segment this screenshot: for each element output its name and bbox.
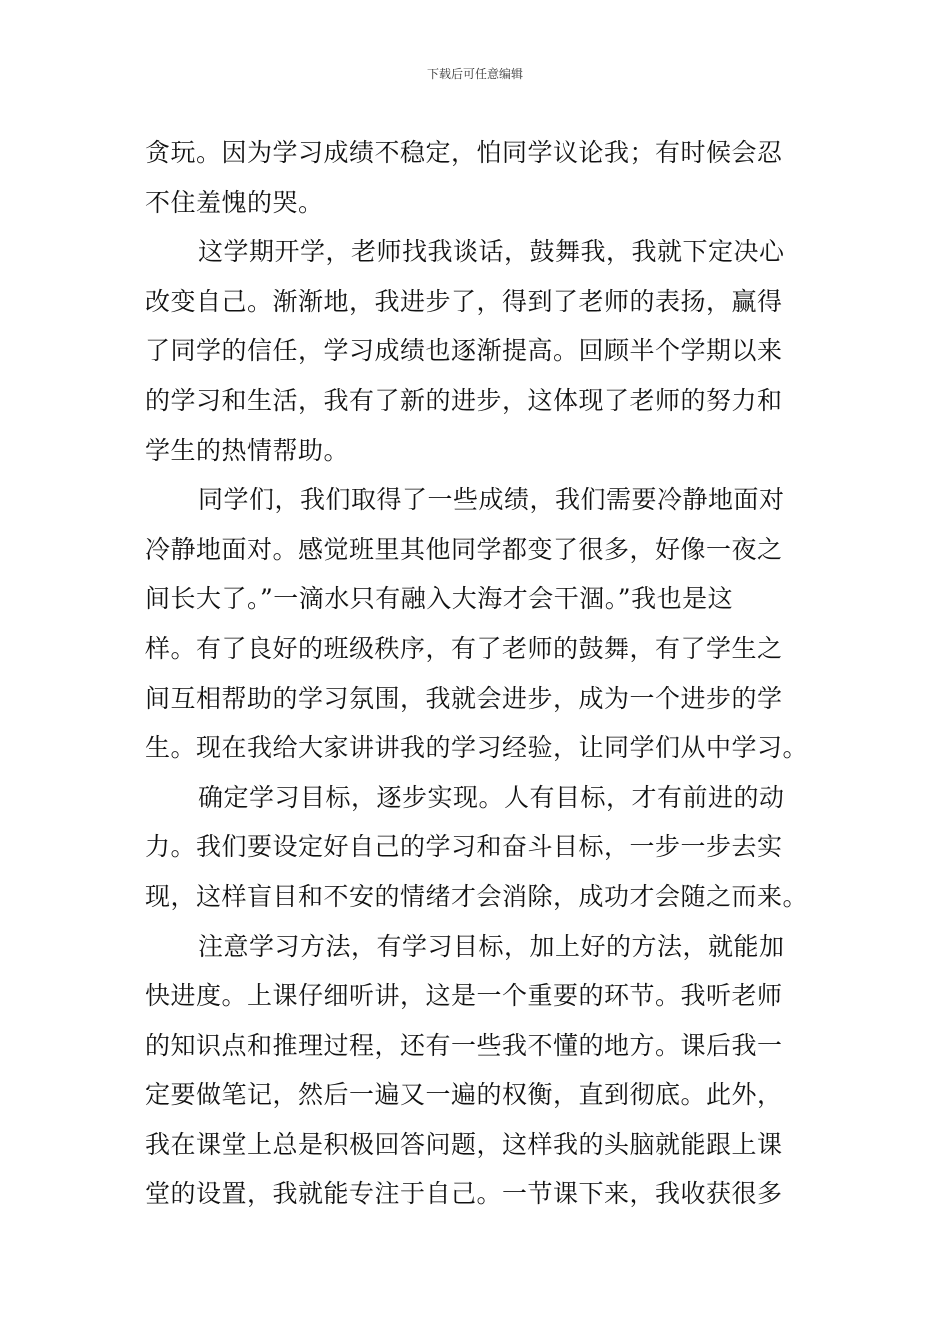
- text-line-4: 改变自己。渐渐地，我进步了，得到了老师的表扬，赢得: [145, 286, 783, 316]
- text-line-18: 快进度。上课仔细听讲，这是一个重要的环节。我听老师: [145, 981, 783, 1011]
- text-line-8: 同学们，我们取得了一些成绩，我们需要冷静地面对: [198, 485, 785, 515]
- text-line-17: 注意学习方法，有学习目标，加上好的方法，就能加: [198, 931, 785, 961]
- text-line-20: 定要做笔记，然后一遍又一遍的权衡，直到彻底。此外，: [145, 1080, 783, 1110]
- text-line-1: 贪玩。因为学习成绩不稳定，怕同学议论我；有时候会忍: [145, 138, 783, 167]
- text-line-16: 现，这样盲目和不安的情绪才会消除，成功才会随之而来。: [145, 881, 809, 911]
- page-header: 下载后可任意编辑: [426, 67, 523, 81]
- document-body: [145, 128, 810, 1219]
- text-line-14: 确定学习目标，逐步实现。人有目标，才有前进的动: [198, 782, 785, 812]
- text-line-5: 了同学的信任，学习成绩也逐渐提高。回顾半个学期以来: [145, 336, 783, 366]
- text-line-7: 学生的热情帮助。: [145, 435, 350, 465]
- text-line-2: 不住羞愧的哭。: [145, 187, 324, 217]
- text-line-9: 冷静地面对。感觉班里其他同学都变了很多，好像一夜之: [145, 534, 783, 564]
- text-line-15: 力。我们要设定好自己的学习和奋斗目标，一步一步去实: [145, 832, 783, 862]
- text-line-3: 这学期开学，老师找我谈话，鼓舞我，我就下定决心: [198, 237, 785, 267]
- text-line-21: 我在课堂上总是积极回答问题，这样我的头脑就能跟上课: [145, 1129, 783, 1159]
- text-line-6: 的学习和生活，我有了新的进步，这体现了老师的努力和: [145, 385, 783, 415]
- text-line-11: 样。有了良好的班级秩序，有了老师的鼓舞，有了学生之: [145, 633, 783, 663]
- text-line-22: 堂的设置，我就能专注于自己。一节课下来，我收获很多: [145, 1179, 783, 1209]
- text-line-13: 生。现在我给大家讲讲我的学习经验，让同学们从中学习。: [145, 733, 809, 763]
- text-line-10: 间长大了。”一滴水只有融入大海才会干涸。”我也是这: [145, 584, 734, 614]
- text-line-19: 的知识点和推理过程，还有一些我不懂的地方。课后我一: [145, 1030, 783, 1060]
- text-line-12: 间互相帮助的学习氛围，我就会进步，成为一个进步的学: [145, 683, 783, 713]
